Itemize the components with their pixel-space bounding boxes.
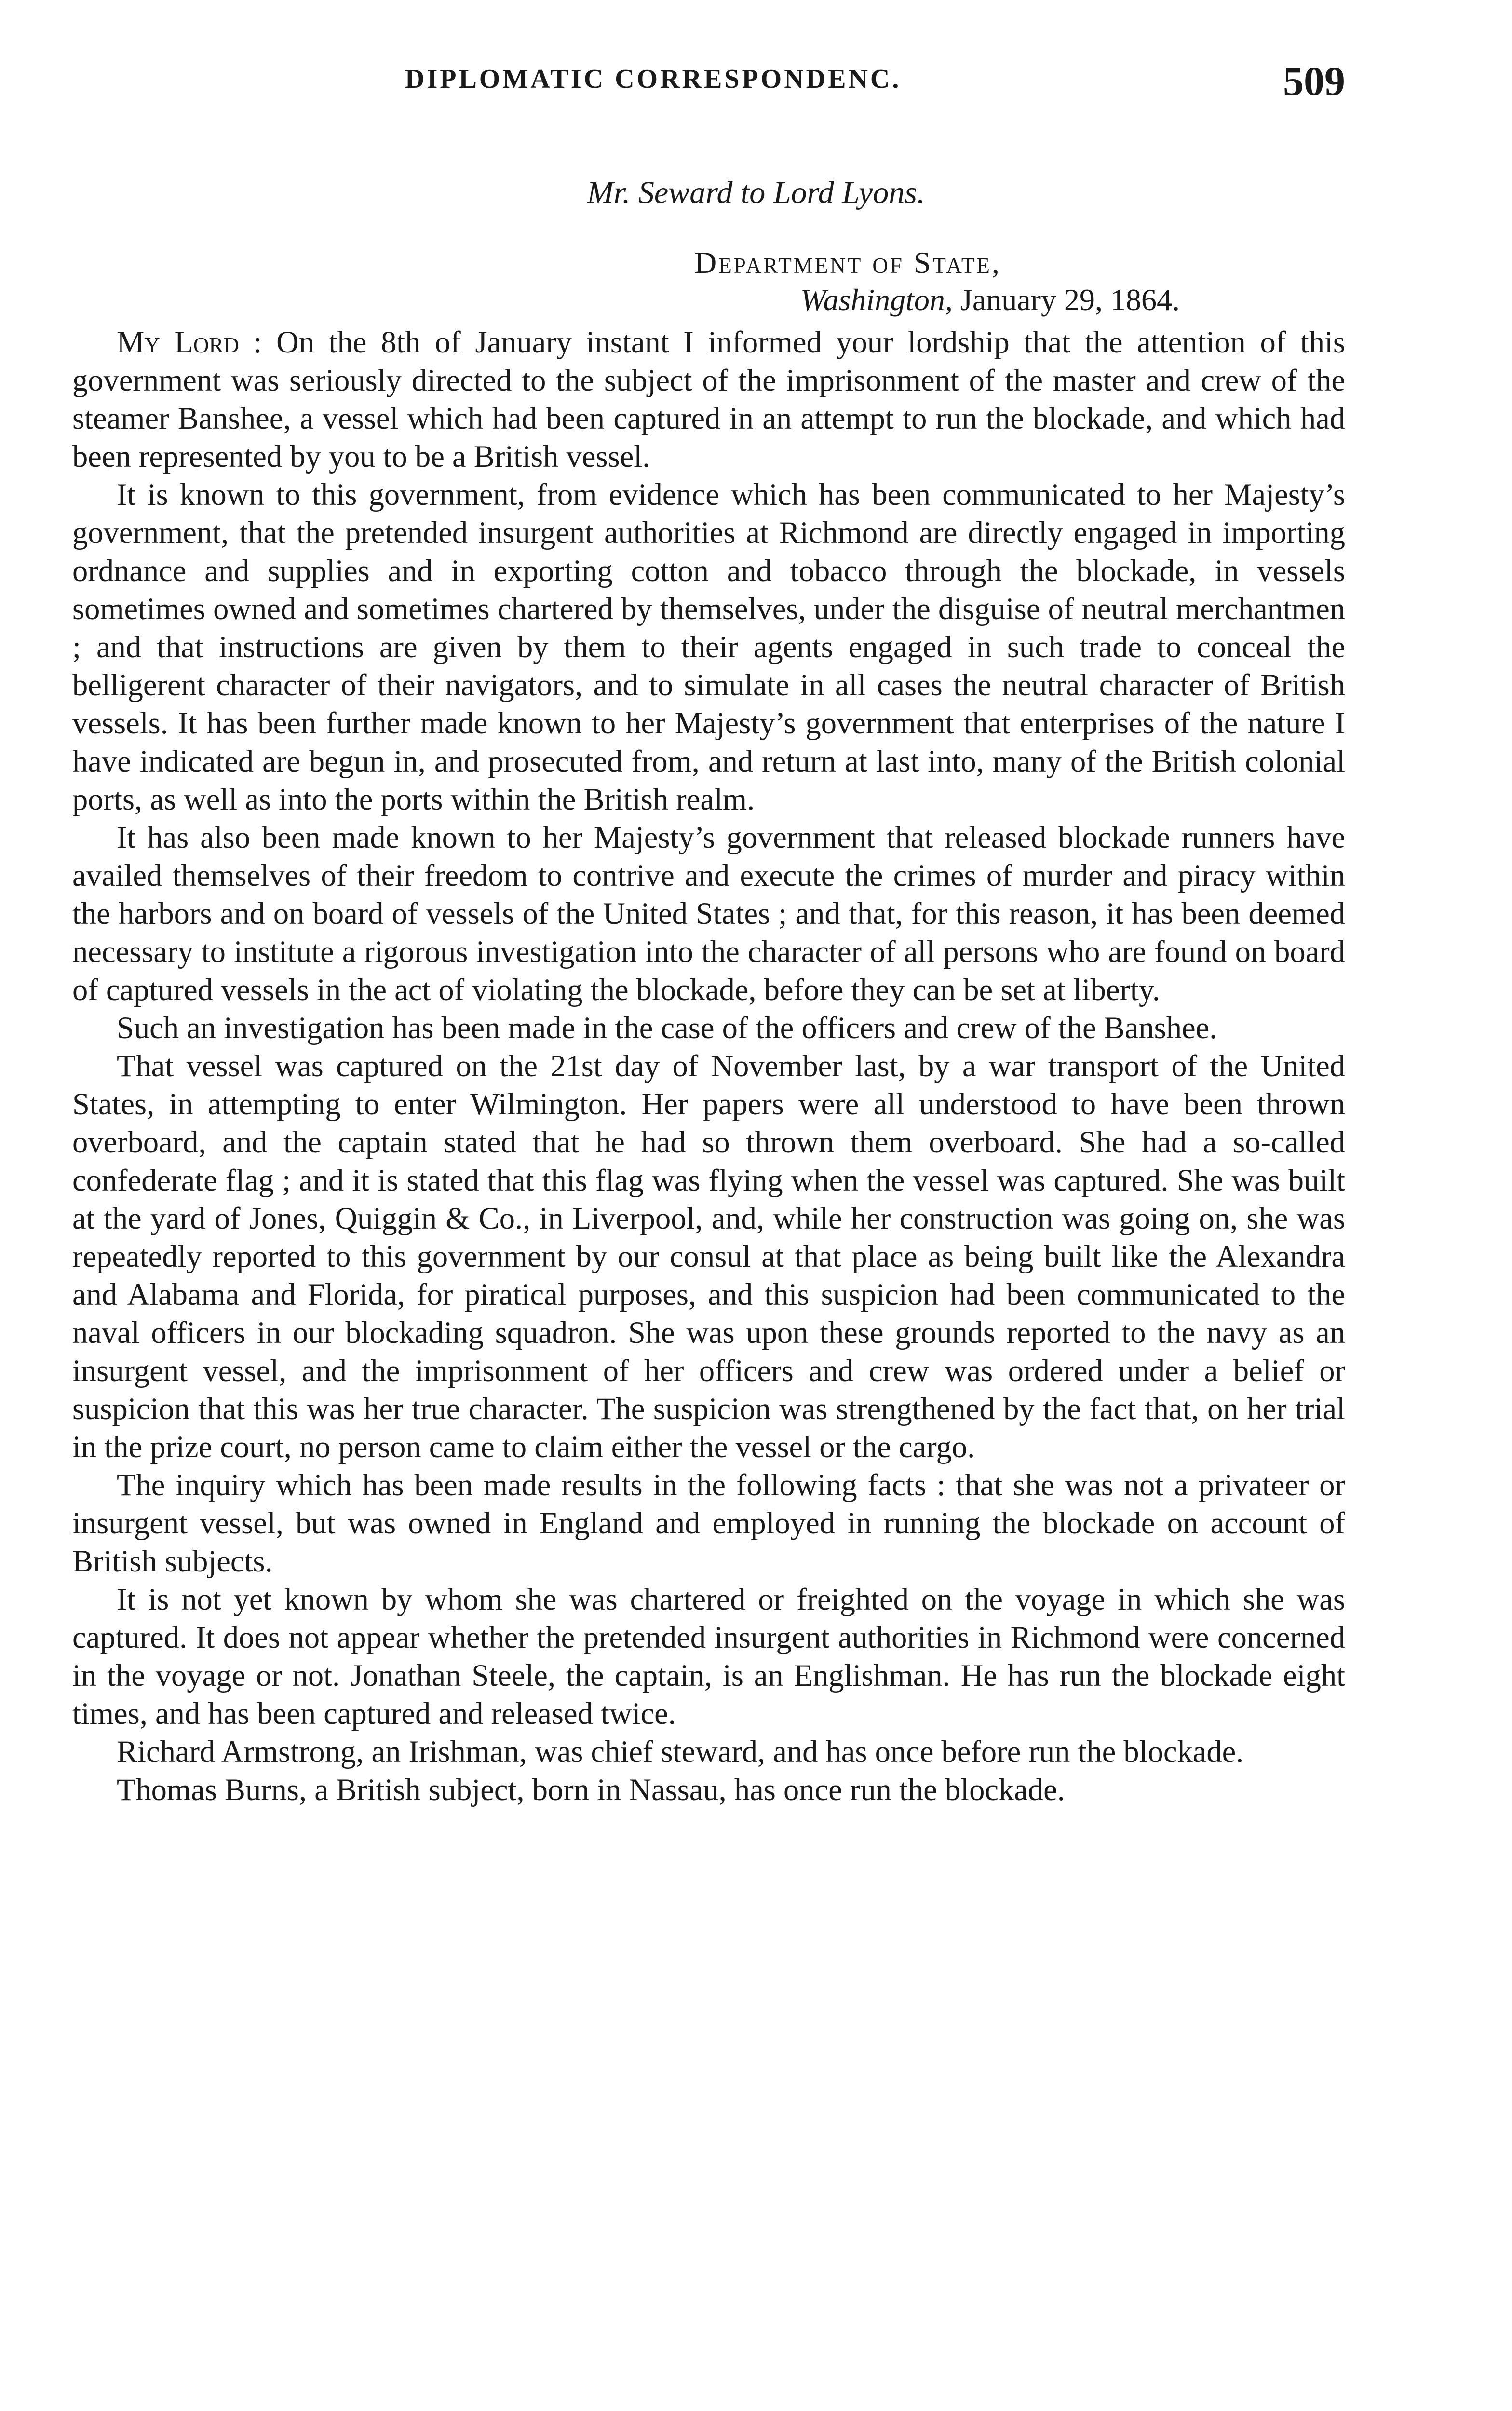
dateline-place: Washington, bbox=[800, 283, 953, 317]
paragraph: Such an investigation has been made in the case of the officers and crew of the Banshee. bbox=[117, 1011, 1217, 1045]
salutation: My Lord : bbox=[117, 325, 262, 359]
dateline-date: January 29, 1864. bbox=[960, 283, 1180, 317]
letter-body bbox=[72, 323, 1345, 1809]
dateline-department: Department of State, bbox=[694, 245, 1001, 280]
paragraph: Richard Armstrong, an Irishman, was chief steward, and has once before run the blockade. bbox=[117, 1734, 1244, 1769]
paragraph: The inquiry which has been made results in the following facts : that she was not a privateer or insurgent vessel, but was owned in England and employed in running the blockade on account of British subjects. bbox=[72, 1468, 1345, 1578]
paragraph bbox=[72, 323, 1345, 475]
dateline-place-date bbox=[800, 282, 1180, 318]
paragraph: That vessel was captured on the 21st day of November last, by a war transport of the United States, in attempting to enter Wilmington. Her papers were all understood to have been thrown overboard, and the captain stated that he had so thrown them overboard. She had a so-called confederate flag ; and it is stated that this flag was flying when the vessel was captured. She was built at the yard of Jones, Quiggin & Co., in Liverpool, and, while her construction was going on, she was repeatedly reported to this government by our consul at that place as being built like the Alexandra and Alabama and Florida, for piratical purposes, and this suspicion had been communicated to the naval officers in our blockading squadron. She was upon these grounds reported to the navy as an insurgent vessel, and the imprisonment of her officers and crew was ordered under a belief or suspicion that this was her true character. The suspicion was strengthened by the fact that, on her trial in the prize court, no person came to claim either the vessel or the cargo. bbox=[72, 1049, 1345, 1464]
page-number: 509 bbox=[1283, 58, 1345, 104]
page-header bbox=[72, 57, 1345, 110]
letter-title: Mr. Seward to Lord Lyons. bbox=[587, 175, 925, 210]
paragraph: It is not yet known by whom she was chartered or freighted on the voyage in which she was captured. It does not appear whether the pretended insurgent authorities in Richmond were concerned in the voyage or not. Jonathan Steele, the captain, is an Englishman. He has run the blockade eight times, and has been captured and released twice. bbox=[72, 1582, 1345, 1731]
paragraph: It has also been made known to her Majesty’s government that released blockade runners have availed themselves of their freedom to contrive and execute the crimes of murder and piracy within the harbors and on board of vessels of the United States ; and that, for this reason, it has been deemed necessary to institute a rigorous investigation into the character of all persons who are found on board of captured vessels in the act of violating the blockade, before they can be set at liberty. bbox=[72, 820, 1345, 1007]
running-head: DIPLOMATIC CORRESPONDENC. bbox=[405, 64, 902, 94]
paragraph-text: On the 8th of January instant I informed your lordship that the attention of this government was seriously directed to the subject of the imprisonment of the master and crew of the steamer Banshee, a vessel which had been captured in an attempt to run the blockade, and which had been represented by you to be a British vessel. bbox=[72, 325, 1345, 474]
paragraph: It is known to this government, from evidence which has been communicated to her Majesty’s government, that the pretended insurgent authorities at Richmond are directly engaged in importing ordnance and supplies and in exporting cotton and tobacco through the blockade, in vessels sometimes owned and sometimes chartered by themselves, under the disguise of neutral merchantmen ; and that instructions are given by them to their agents engaged in such trade to conceal the belligerent character of their navigators, and to simulate in all cases the neutral character of British vessels. It has been further made known to her Majesty’s government that enterprises of the nature I have indicated are begun in, and prosecuted from, and return at last into, many of the British colonial ports, as well as into the ports within the British realm. bbox=[72, 477, 1345, 816]
paragraph: Thomas Burns, a British subject, born in Nassau, has once run the blockade. bbox=[117, 1773, 1065, 1807]
